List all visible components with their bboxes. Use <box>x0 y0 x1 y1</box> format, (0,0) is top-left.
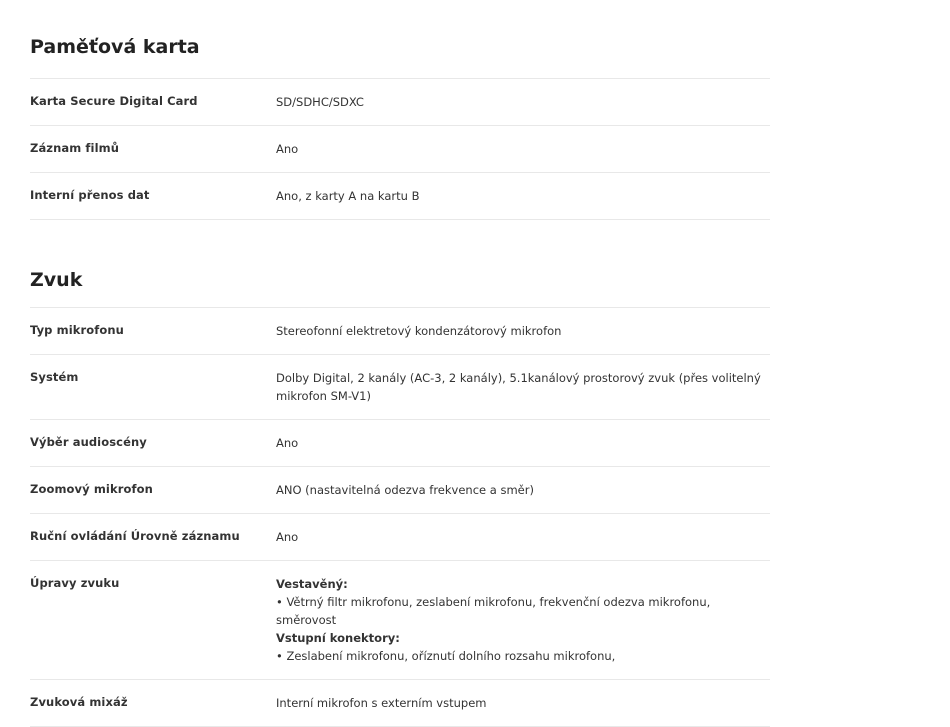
spec-label: Karta Secure Digital Card <box>30 94 198 108</box>
spec-value: Ano <box>276 142 299 156</box>
spec-row-zoom-mic <box>30 467 770 514</box>
spec-value: Ano, z karty A na kartu B <box>276 189 420 203</box>
spec-value: Stereofonní elektretový kondenzátorový mikrofon <box>276 324 562 338</box>
section-title-sound: Zvuk <box>30 220 770 308</box>
spec-label: Typ mikrofonu <box>30 323 124 337</box>
spec-row-mic-type <box>30 308 770 355</box>
spec-label: Výběr audioscény <box>30 435 147 449</box>
spec-value: Dolby Digital, 2 kanály (AC-3, 2 kanály), 5.1kanálový prostorový zvuk (přes volitelný mikrofon SM-V1) <box>276 371 761 403</box>
spec-label: Zoomový mikrofon <box>30 482 153 496</box>
spec-row-manual-level <box>30 514 770 561</box>
spec-value: Ano <box>276 530 299 544</box>
spec-row-sound-adjustments <box>30 561 770 680</box>
input-connectors-item: • Zeslabení mikrofonu, oříznutí dolního rozsahu mikrofonu, <box>276 649 616 663</box>
builtin-heading: Vestavěný: <box>276 577 348 591</box>
spec-label: Zvuková mixáž <box>30 695 128 709</box>
spec-list <box>30 0 770 727</box>
spec-label: Interní přenos dat <box>30 188 150 202</box>
spec-row-internal-transfer <box>30 173 770 220</box>
spec-label: Systém <box>30 370 79 384</box>
spec-row-sound-mixing <box>30 680 770 727</box>
spec-row-system <box>30 355 770 420</box>
spec-row-audio-scene <box>30 420 770 467</box>
input-connectors-heading: Vstupní konektory: <box>276 631 400 645</box>
spec-value <box>276 575 770 665</box>
section-title-memory-card: Paměťová karta <box>30 0 770 79</box>
builtin-item: • Větrný filtr mikrofonu, zeslabení mikrofonu, frekvenční odezva mikrofonu, směrovost <box>276 595 711 627</box>
spec-label: Ruční ovládání Úrovně záznamu <box>30 529 240 543</box>
spec-value: SD/SDHC/SDXC <box>276 95 364 109</box>
spec-label: Záznam filmů <box>30 141 119 155</box>
spec-value: ANO (nastavitelná odezva frekvence a směr) <box>276 483 534 497</box>
spec-row-sd-card <box>30 79 770 126</box>
spec-value: Interní mikrofon s externím vstupem <box>276 696 487 710</box>
spec-label: Úpravy zvuku <box>30 576 120 590</box>
spec-value: Ano <box>276 436 299 450</box>
spec-row-movie-recording <box>30 126 770 173</box>
